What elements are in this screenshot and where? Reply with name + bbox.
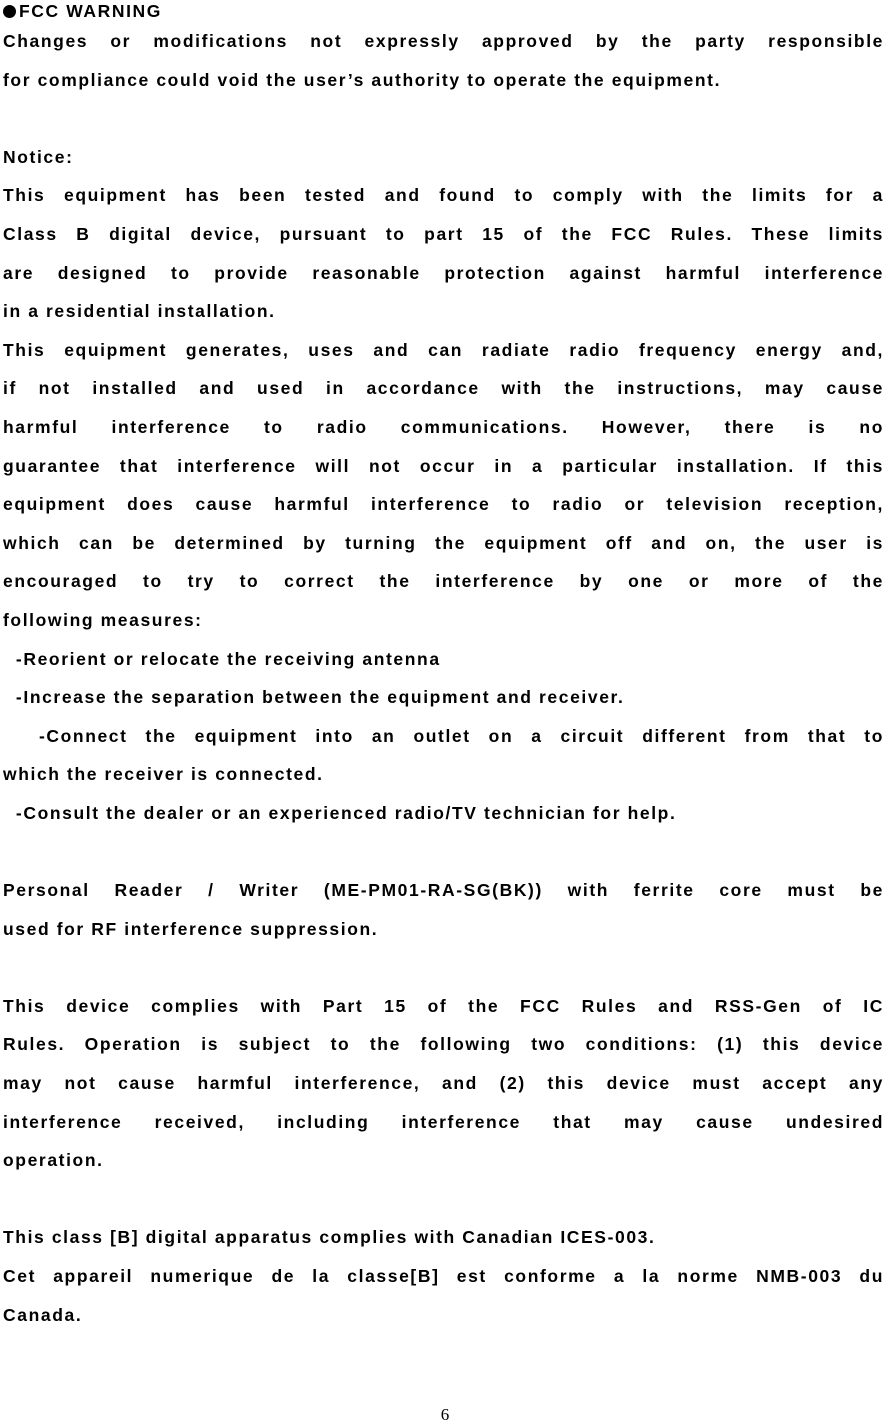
notice-para1-line: This equipment has been tested and found to comply with the limits for a bbox=[3, 185, 884, 206]
part15-line: interference received, including interference that may cause undesired bbox=[3, 1111, 884, 1132]
measure-item: -Increase the separation between the equipment and receiver. bbox=[3, 687, 625, 708]
notice-para2-line: harmful interference to radio communications. However, there is no bbox=[3, 416, 884, 437]
fcc-warning-heading bbox=[3, 0, 884, 22]
document-page bbox=[3, 0, 884, 1334]
ferrite-line: Personal Reader / Writer (ME-PM01-RA-SG(BK)) with ferrite core must be bbox=[3, 880, 884, 901]
part15-line: may not cause harmful interference, and (2) this device must accept any bbox=[3, 1073, 884, 1094]
canada-line: Canada. bbox=[3, 1304, 83, 1325]
paragraph-gap bbox=[3, 832, 884, 871]
notice-para2-line: equipment does cause harmful interference to radio or television reception, bbox=[3, 494, 884, 515]
notice-para1-line: in a residential installation. bbox=[3, 301, 276, 322]
fcc-warning-line: Changes or modifications not expressly approved by the party responsible bbox=[3, 31, 884, 51]
fcc-warning-title: FCC WARNING bbox=[19, 1, 163, 21]
page-number: 6 bbox=[440, 1405, 450, 1424]
notice-para1-line: Class B digital device, pursuant to part 15 of the FCC Rules. These limits bbox=[3, 223, 884, 244]
ferrite-line: used for RF interference suppression. bbox=[3, 918, 379, 939]
notice-para2-line: This equipment generates, uses and can radiate radio frequency energy and, bbox=[3, 339, 884, 360]
paragraph-gap bbox=[3, 99, 884, 138]
notice-para2-line: encouraged to try to correct the interference by one or more of the bbox=[3, 571, 884, 592]
notice-label: Notice: bbox=[3, 146, 74, 167]
notice-para2-line: if not installed and used in accordance with the instructions, may cause bbox=[3, 378, 884, 399]
filled-circle-icon bbox=[3, 5, 16, 18]
paragraph-gap bbox=[3, 948, 884, 987]
part15-line: This device complies with Part 15 of the FCC Rules and RSS-Gen of IC bbox=[3, 995, 884, 1016]
notice-para2-line: following measures: bbox=[3, 609, 203, 630]
part15-line: operation. bbox=[3, 1150, 104, 1171]
canada-line: This class [B] digital apparatus complies with Canadian ICES-003. bbox=[3, 1227, 656, 1248]
part15-line: Rules. Operation is subject to the following two conditions: (1) this device bbox=[3, 1034, 884, 1055]
notice-para1-line: are designed to provide reasonable protection against harmful interference bbox=[3, 262, 884, 283]
measure-item: -Connect the equipment into an outlet on a circuit different from that to bbox=[3, 725, 884, 746]
measure-item: which the receiver is connected. bbox=[3, 764, 324, 785]
measure-item: -Reorient or relocate the receiving antenna bbox=[3, 648, 441, 669]
notice-para2-line: which can be determined by turning the equipment off and on, the user is bbox=[3, 532, 884, 553]
paragraph-gap bbox=[3, 1180, 884, 1219]
notice-para2-line: guarantee that interference will not occur in a particular installation. If this bbox=[3, 455, 884, 476]
measure-item: -Consult the dealer or an experienced radio/TV technician for help. bbox=[3, 802, 677, 823]
fcc-warning-line: for compliance could void the user’s authority to operate the equipment. bbox=[3, 69, 722, 90]
canada-line: Cet appareil numerique de la classe[B] est conforme a la norme NMB-003 du bbox=[3, 1266, 884, 1286]
